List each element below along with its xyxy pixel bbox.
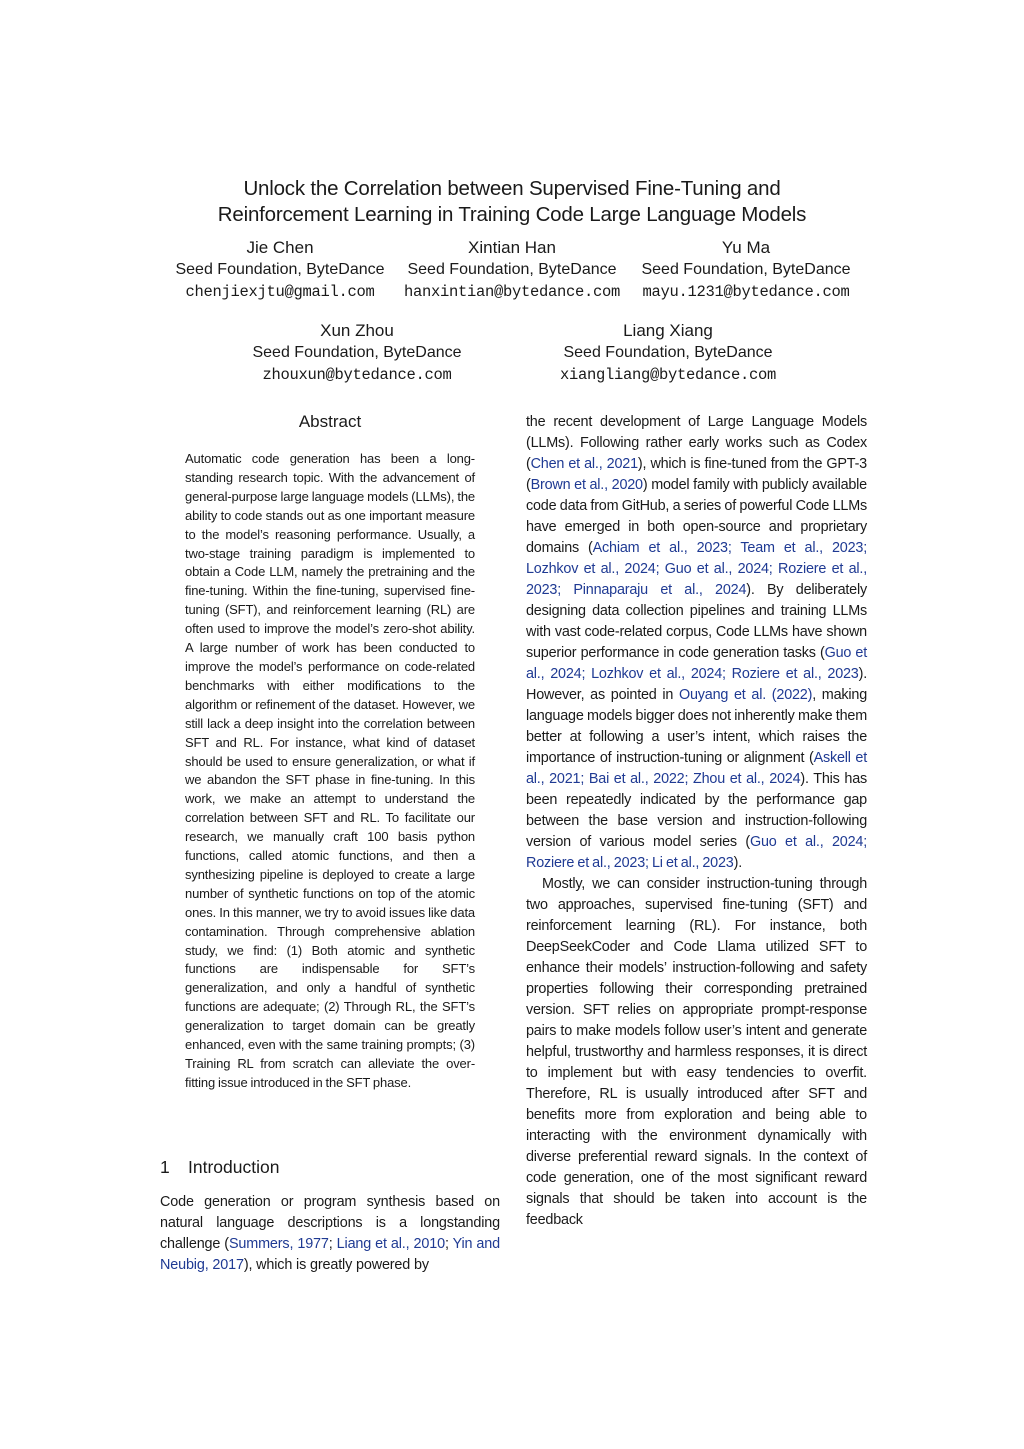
intro-right-column [526,412,867,1231]
section-title: Introduction [188,1157,280,1177]
author-email[interactable]: hanxintian@bytedance.com [403,283,621,301]
citation-link[interactable]: Guo et al., 2024; Roziere et al., 2023; Li et al., 2023 [526,834,867,871]
text-run: the recent development of Large Language Models (LLMs). Following rather early works such as Codex ( [526,414,867,472]
text-run: ), which is greatly powered by [243,1257,429,1273]
author-email[interactable]: xiangliang@bytedance.com [559,366,777,384]
paragraph [160,1192,500,1276]
text-run: Code generation or program synthesis based on natural language descriptions is a longstanding challenge ( [160,1194,500,1252]
text-run: , making language models bigger does not inherently make them better at following a user’s intent, which raises the importance of instruction-tuning or alignment ( [526,687,867,766]
citation-link[interactable]: Askell et al., 2021; Bai et al., 2022; Zhou et al., 2024 [526,750,867,787]
text-run: ), which is fine-tuned from the GPT-3 ( [526,456,867,493]
author-affiliation: Seed Foundation, ByteDance [641,261,851,278]
paper-title-line-1: Unlock the Correlation between Supervised Fine-Tuning and [243,177,781,200]
author-name: Xun Zhou [320,321,394,340]
author-block [626,237,866,303]
abstract-text: Automatic code generation has been a long-standing research topic. With the advancement of general-purpose large language models (LLMs), the ability to code stands out as one important measure to the model’s reasoning performance. Usually, a two-stage training paradigm is implemented to obtain a Code LLM, namely the pretraining and the fine-tuning. Within the fine-tuning, supervised fine-tuning (SFT), and reinforcement learning (RL) are often used to improve the model’s zero-shot ability. A large number of work has been conducted to improve the model’s performance on code-related benchmarks with either modifications to the algorithm or refinement of the dataset. However, we still lack a deep insight into the correlation between SFT and RL. For instance, what kind of dataset should be used to ensure generalization, or what if we abandon the SFT phase in fine-tuning. In this work, we make an attempt to understand the correlation between SFT and RL. To facilitate our research, we manually craft 100 basis python functions, called atomic functions, and then a synthesizing pipeline is deployed to create a large number of synthetic functions on top of the atomic ones. In this manner, we try to avoid issues like data contamination. Through comprehensive ablation study, we find: (1) Both atomic and synthetic functions are indispensable for SFT’s generalization, and only a handful of synthetic functions are adequate; (2) Through RL, the SFT’s generalization to target domain can be greatly enhanced, even with the same training prompts; (3) Training RL from scratch can alleviate the over-fitting issue introduced in the SFT phase. [185,451,475,1090]
text-run: ) model family with publicly available code data from GitHub, a series of powerful Code LLMs have emerged in both open-source and proprietary domains ( [526,477,867,556]
citation-link[interactable]: Ouyang et al. (2022) [679,687,813,703]
citation-link[interactable]: Guo et al., 2024; Lozhkov et al., 2024; Roziere et al., 2023 [526,645,867,682]
citation-link[interactable]: Yin and Neubig, 2017 [160,1236,500,1273]
author-email[interactable]: zhouxun@bytedance.com [262,366,452,384]
citation-link[interactable]: Summers, 1977 [228,1236,329,1252]
author-affiliation: Seed Foundation, ByteDance [175,261,385,278]
author-email[interactable]: chenjiexjtu@gmail.com [185,283,375,301]
author-name: Yu Ma [721,238,771,257]
citation-link[interactable]: Achiam et al., 2023; Team et al., 2023; Lozhkov et al., 2024; Guo et al., 2024; Roziere et al., 2023; Pinnaparaju et al., 2024 [526,540,867,598]
intro-left-paragraph [160,1192,500,1276]
text-run: ; [444,1236,453,1252]
citation-link[interactable]: Liang et al., 2010 [336,1236,445,1252]
author-affiliation: Seed Foundation, ByteDance [563,344,773,361]
abstract-heading: Abstract [298,412,362,431]
author-email[interactable]: mayu.1231@bytedance.com [642,283,850,301]
citation-link[interactable]: Brown et al., 2020 [530,477,643,493]
author-affiliation: Seed Foundation, ByteDance [252,344,462,361]
text-run: ). By deliberately designing data collection pipelines and training LLMs with vast code-related corpus, Code LLMs have shown superior performance in code generation tasks ( [526,582,867,661]
author-block [160,237,400,303]
citation-link[interactable]: Chen et al., 2021 [530,456,638,472]
text-run: ). [733,855,742,871]
paragraph [526,412,867,874]
author-name: Jie Chen [246,238,314,257]
author-name: Xintian Han [468,238,556,257]
paragraph: Mostly, we can consider instruction-tuning through two approaches, supervised fine-tuning (SFT) and reinforcement learning (RL). For instance, both DeepSeekCoder and Code Llama utilized SFT to enhance their models’ instruction-following and safety properties following their corresponding pretrained version. SFT relies on appropriate prompt-response pairs to make models follow user’s intent and generate helpful, trustworthy and harmless responses, it is direct to implement but with easy tendencies to overfit. Therefore, RL is usually introduced after SFT and benefits more from exploration and being able to interacting with the environment dynamically with diverse preferential reward signals. In the context of code generation, one of the most significant reward signals that should be taken into account is the feedback [526,876,867,1228]
author-block [237,320,477,386]
section-heading-introduction [160,1157,279,1178]
text-run: ). This has been repeatedly indicated by the performance gap between the base version and instruction-following version of various model series ( [526,771,868,850]
author-block [392,237,632,303]
author-block [548,320,788,386]
paper-title-line-2: Reinforcement Learning in Training Code Large Language Models [217,203,807,226]
text-run: ; [328,1236,337,1252]
author-affiliation: Seed Foundation, ByteDance [407,261,617,278]
text-run: ). However, as pointed in [526,666,867,703]
section-number: 1 [160,1157,170,1177]
author-name: Liang Xiang [623,321,713,340]
